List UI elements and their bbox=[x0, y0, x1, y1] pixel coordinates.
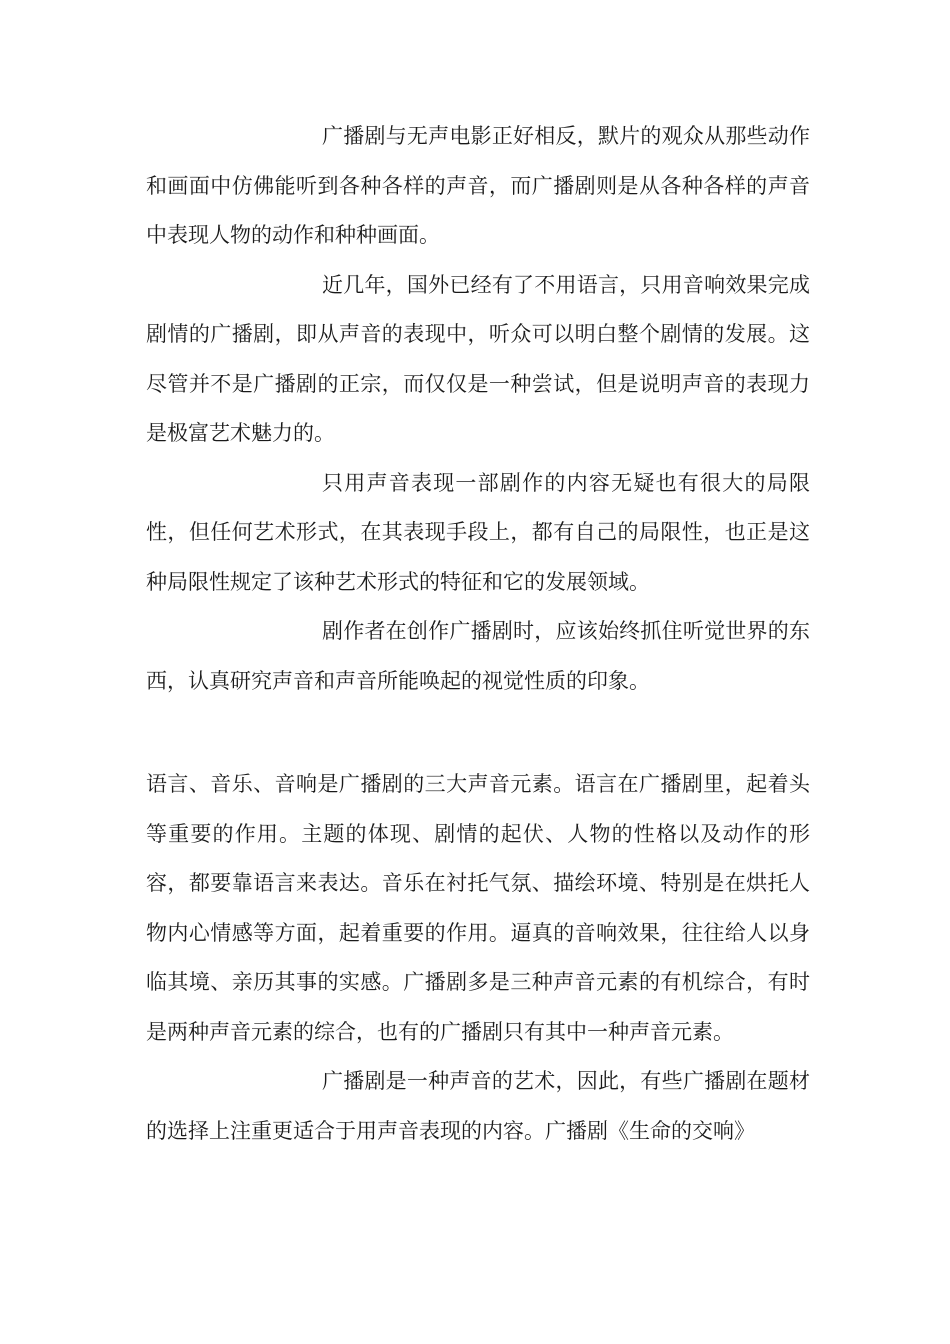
text-section-lower bbox=[146, 760, 810, 1156]
paragraph-sound-effects-only: 近几年，国外已经有了不用语言，只用音响效果完成剧情的广播剧，即从声音的表现中，听众可以明白整个剧情的发展。这尽管并不是广播剧的正宗，而仅仅是一种尝试，但是说明声音的表现力是极富艺术魅力的。 bbox=[146, 272, 810, 445]
paragraph-radio-vs-silent-film: 广播剧与无声电影正好相反，默片的观众从那些动作和画面中仿佛能听到各种各样的声音，而广播剧则是从各种各样的声音中表现人物的动作和种种画面。 bbox=[146, 124, 810, 247]
text-section-upper bbox=[146, 112, 810, 706]
paragraph-limitations: 只用声音表现一部剧作的内容无疑也有很大的局限性，但任何艺术形式，在其表现手段上，都有自己的局限性，也正是这种局限性规定了该种艺术形式的特征和它的发展领域。 bbox=[146, 470, 810, 594]
paragraph-three-sound-elements: 语言、音乐、音响是广播剧的三大声音元素。语言在广播剧里，起着头等重要的作用。主题的体现、剧情的起伏、人物的性格以及动作的形容，都要靠语言来表达。音乐在衬托气氛、描绘环境、特别是在烘托人物内心情感等方面，起着重要的作用。逼真的音响效果，往往给人以身临其境、亲历其事的实感。广播剧多是三种声音元素的有机综合，有时是两种声音元素的综合，也有的广播剧只有其中一种声音元素。 bbox=[146, 772, 810, 1044]
paragraph-art-of-sound: 广播剧是一种声音的艺术，因此，有些广播剧在题材的选择上注重更适合于用声音表现的内容。广播剧《生命的交响》 bbox=[146, 1069, 810, 1143]
paragraph-writer-advice: 剧作者在创作广播剧时，应该始终抓住听觉世界的东西，认真研究声音和声音所能唤起的视觉性质的印象。 bbox=[146, 619, 810, 693]
